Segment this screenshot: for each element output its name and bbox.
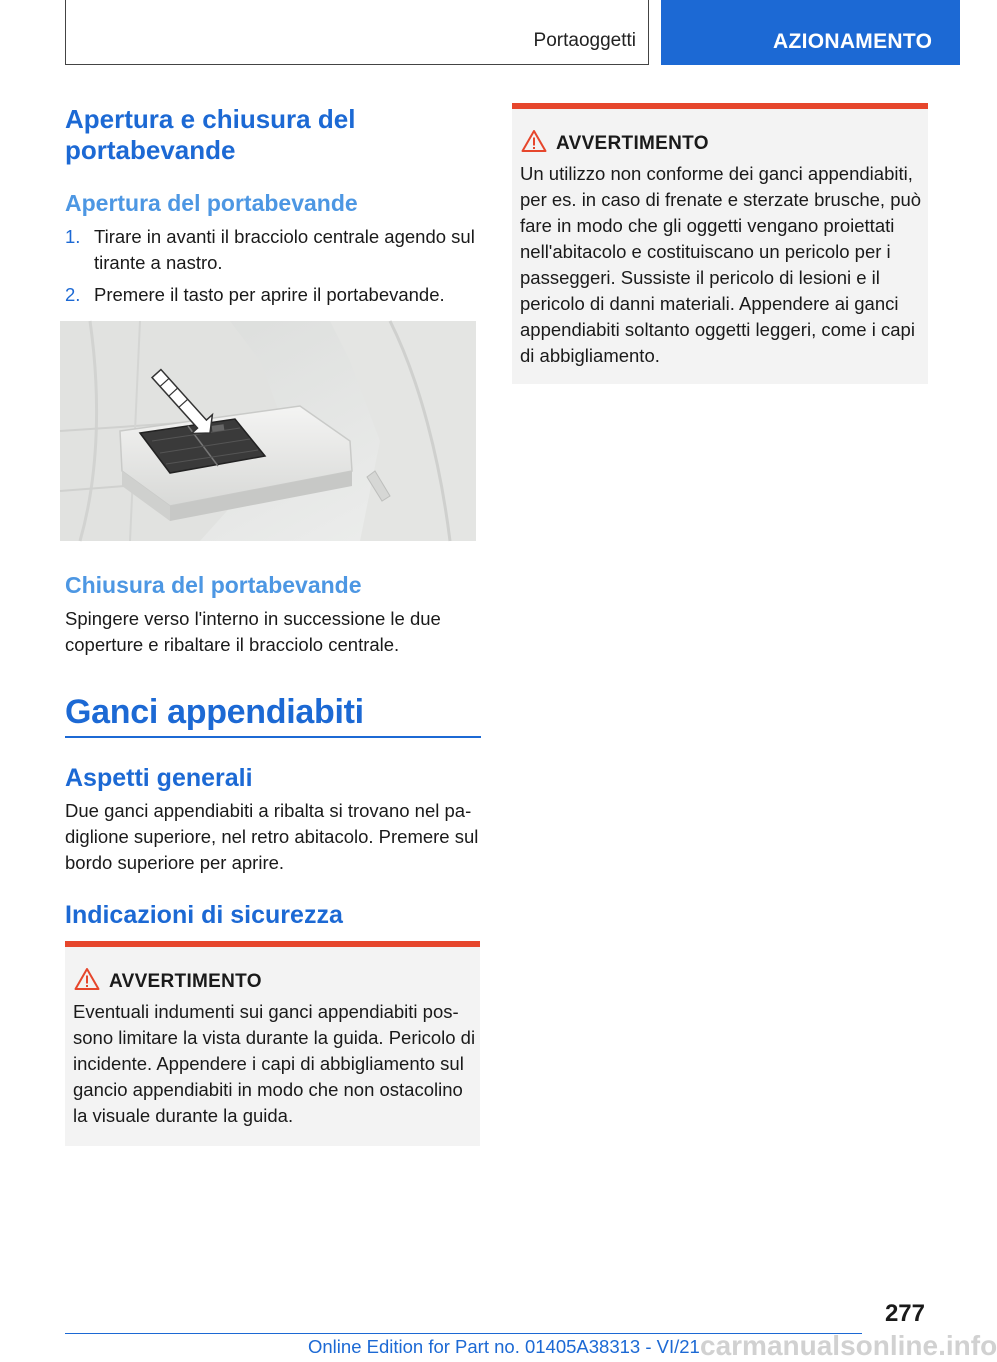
hooks-title-rule: [65, 736, 481, 738]
general-text: Due ganci appendiabiti a ribalta si trovano nel padiglione superiore, nel retro abitacolo. Premere sul bordo superiore per aprire.: [65, 800, 479, 873]
hooks-title: Ganci appendiabiti: [65, 693, 364, 731]
closing-text: Spingere verso l'interno in successione le due coperture e ribaltare il bracciolo centrale.: [65, 608, 441, 655]
header-section-label: Portaoggetti: [533, 30, 636, 51]
header-chapter-label: AZIONAMENTO: [773, 30, 933, 53]
warning-text: Un utilizzo non conforme dei ganci appendiabiti, per es. in caso di frenate e sterzate brusche, può fare in modo che gli oggetti vengano proiettati nell'abitacolo e costituiscano un pericolo per i passeggeri. Sussiste il pericolo di lesioni e il pericolo di danni materiali. Appendere ai ganci appendiabiti soltanto oggetti leggeri, come i capi di abbigliamento.: [520, 163, 922, 366]
warning-text: Eventuali indumenti sui ganci appendiabiti possono limitare la vista durante la guida. Pericolo di incidente. Appendere i capi di abbigliamento sul gancio appendiabiti in modo che non ostacolino la visuale durante la guida.: [73, 1001, 476, 1126]
warning-icon: [521, 129, 547, 153]
closing-heading: Chiusura del portabevande: [65, 572, 362, 598]
step-text: Premere il tasto per aprire il portabevande.: [94, 284, 445, 305]
warning-box: [512, 103, 928, 384]
watermark: carmanualsonline.info: [700, 1330, 997, 1361]
section-title: Apertura e chiusura del portabevande: [65, 104, 356, 165]
header-chapter-tab[interactable]: [661, 0, 960, 65]
footer-edition: Online Edition for Part no. 01405A38313 - VI/21: [308, 1336, 700, 1357]
warning-box: [65, 941, 480, 1146]
warning-title: AVVERTIMENTO: [109, 971, 262, 992]
step-number: 1.: [65, 226, 81, 247]
step-number: 2.: [65, 284, 81, 305]
page-number: 277: [884, 1300, 925, 1327]
header-section-tab: [65, 0, 649, 65]
warning-title: AVVERTIMENTO: [556, 133, 709, 154]
opening-heading: Apertura del portabevande: [65, 190, 358, 216]
general-heading: Aspetti generali: [65, 764, 253, 792]
warning-icon: [74, 967, 100, 991]
safety-heading: Indicazioni di sicurezza: [65, 901, 343, 929]
armrest-cupholder-photo: [60, 321, 476, 541]
step-text: Tirare in avanti il bracciolo centrale agendo sul tirante a nastro.: [94, 226, 475, 273]
